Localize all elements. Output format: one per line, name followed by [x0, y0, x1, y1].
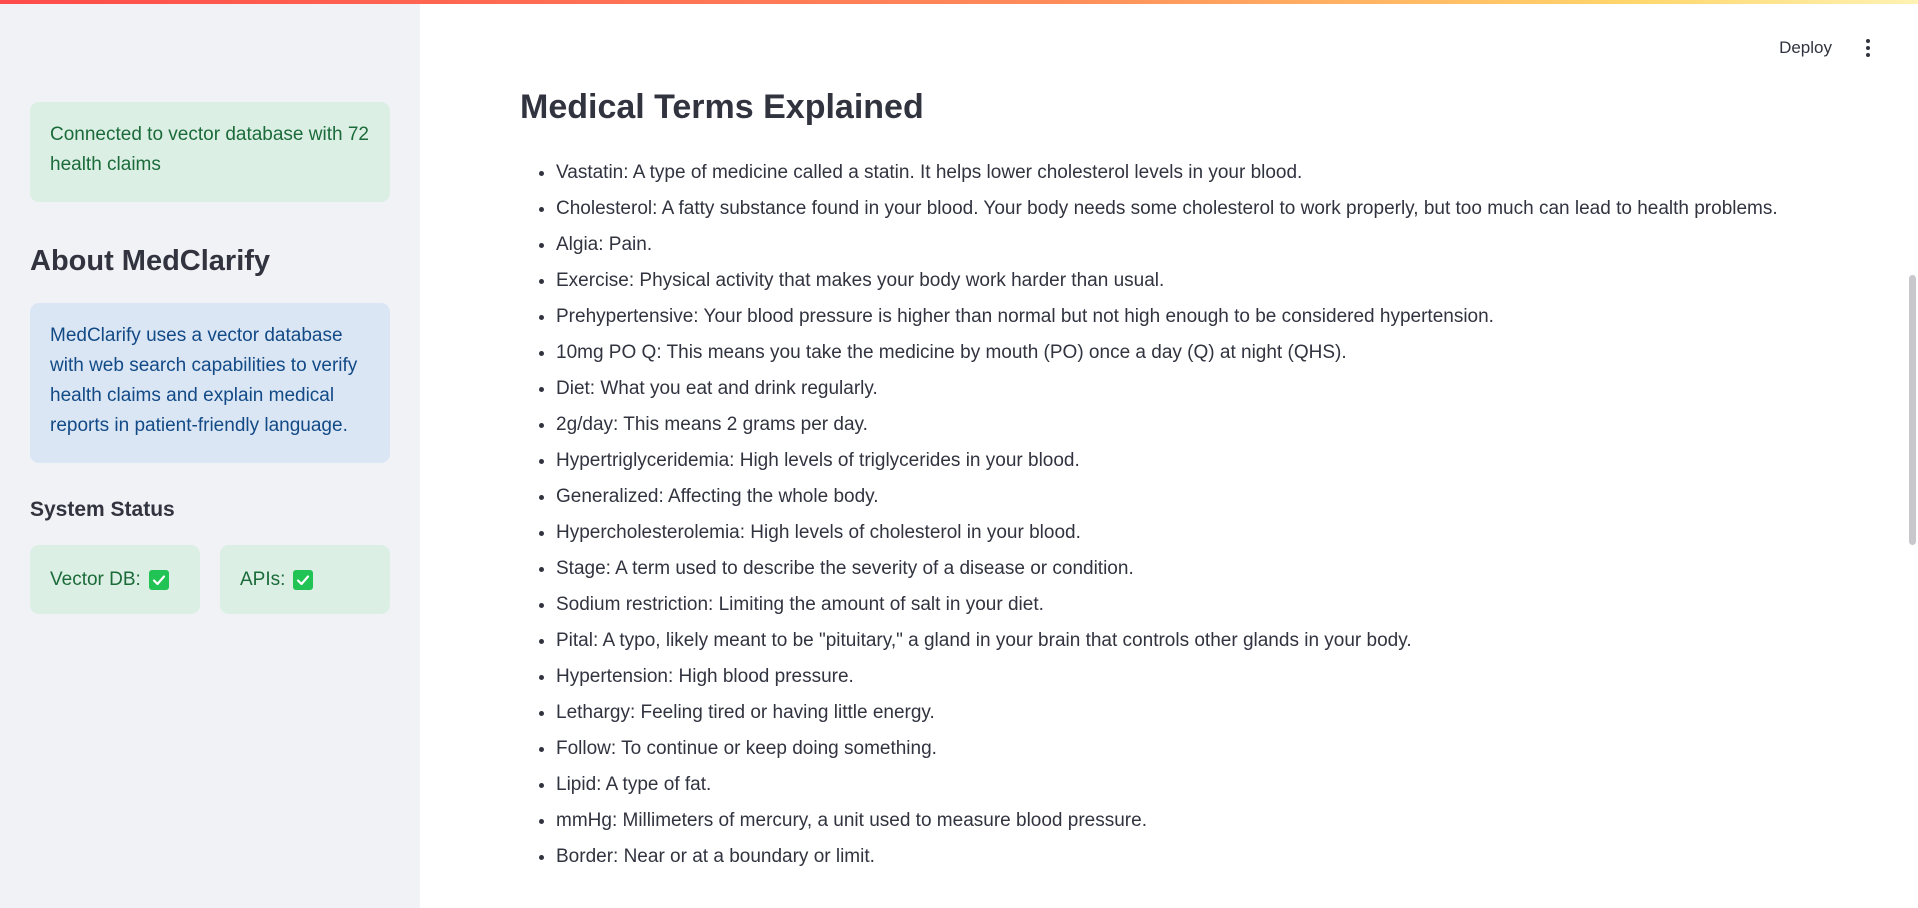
- list-item: • 10mg PO Q: This means you take the medicine by mouth (PO) once a day (Q) at night (QHS).: [556, 335, 1778, 371]
- vector-db-status: [30, 545, 200, 614]
- list-item: • Prehypertensive: Your blood pressure is higher than normal but not high enough to be considered hypertension.: [556, 299, 1778, 335]
- top-decoration-bar: [0, 0, 1918, 4]
- about-info-alert: [30, 303, 390, 463]
- list-item: • Lipid: A type of fat.: [556, 767, 1778, 803]
- page-title: Medical Terms Explained: [520, 88, 924, 126]
- about-text: MedClarify uses a vector database with web search capabilities to verify health claims and explain medical reports in patient-friendly language.: [50, 325, 358, 436]
- list-item: • Vastatin: A type of medicine called a statin. It helps lower cholesterol levels in your blood.: [556, 155, 1778, 191]
- apis-status: [220, 545, 390, 614]
- main-content: [420, 0, 1918, 908]
- list-item: • Generalized: Affecting the whole body.: [556, 479, 1778, 515]
- list-item: • Sodium restriction: Limiting the amount of salt in your diet.: [556, 587, 1778, 623]
- about-heading: About MedClarify: [30, 245, 271, 277]
- list-item: • Cholesterol: A fatty substance found in your blood. Your body needs some cholesterol to work properly, but too much can lead to health problems.: [556, 191, 1778, 227]
- list-item: • Exercise: Physical activity that makes your body work harder than usual.: [556, 263, 1778, 299]
- list-item: • Hypertriglyceridemia: High levels of triglycerides in your blood.: [556, 443, 1778, 479]
- list-item: • Pital: A typo, likely meant to be "pituitary," a gland in your brain that controls other glands in your body.: [556, 623, 1778, 659]
- vector-db-label: Vector DB:: [50, 568, 141, 590]
- list-item: • Follow: To continue or keep doing something.: [556, 731, 1778, 767]
- connection-status-alert: [30, 102, 390, 202]
- more-options-icon[interactable]: [1858, 36, 1878, 60]
- list-item: • Algia: Pain.: [556, 227, 1778, 263]
- system-status-heading: System Status: [30, 498, 175, 521]
- check-mark-icon: [293, 570, 313, 590]
- apis-label: APIs:: [240, 568, 286, 590]
- scrollbar[interactable]: [1909, 275, 1916, 545]
- list-item: • mmHg: Millimeters of mercury, a unit used to measure blood pressure.: [556, 803, 1778, 839]
- check-mark-icon: [149, 570, 169, 590]
- list-item: • Hypertension: High blood pressure.: [556, 659, 1778, 695]
- sidebar: [0, 0, 420, 908]
- list-item: • Lethargy: Feeling tired or having little energy.: [556, 695, 1778, 731]
- deploy-button[interactable]: Deploy: [1771, 34, 1840, 62]
- list-item: • Border: Near or at a boundary or limit.: [556, 839, 1778, 875]
- list-item: • Hypercholesterolemia: High levels of cholesterol in your blood.: [556, 515, 1778, 551]
- list-item: • Stage: A term used to describe the severity of a disease or condition.: [556, 551, 1778, 587]
- list-item: • 2g/day: This means 2 grams per day.: [556, 407, 1778, 443]
- list-item: • Diet: What you eat and drink regularly.: [556, 371, 1778, 407]
- connection-status-text: Connected to vector database with 72 health claims: [50, 124, 369, 175]
- medical-terms-list: [520, 155, 1778, 875]
